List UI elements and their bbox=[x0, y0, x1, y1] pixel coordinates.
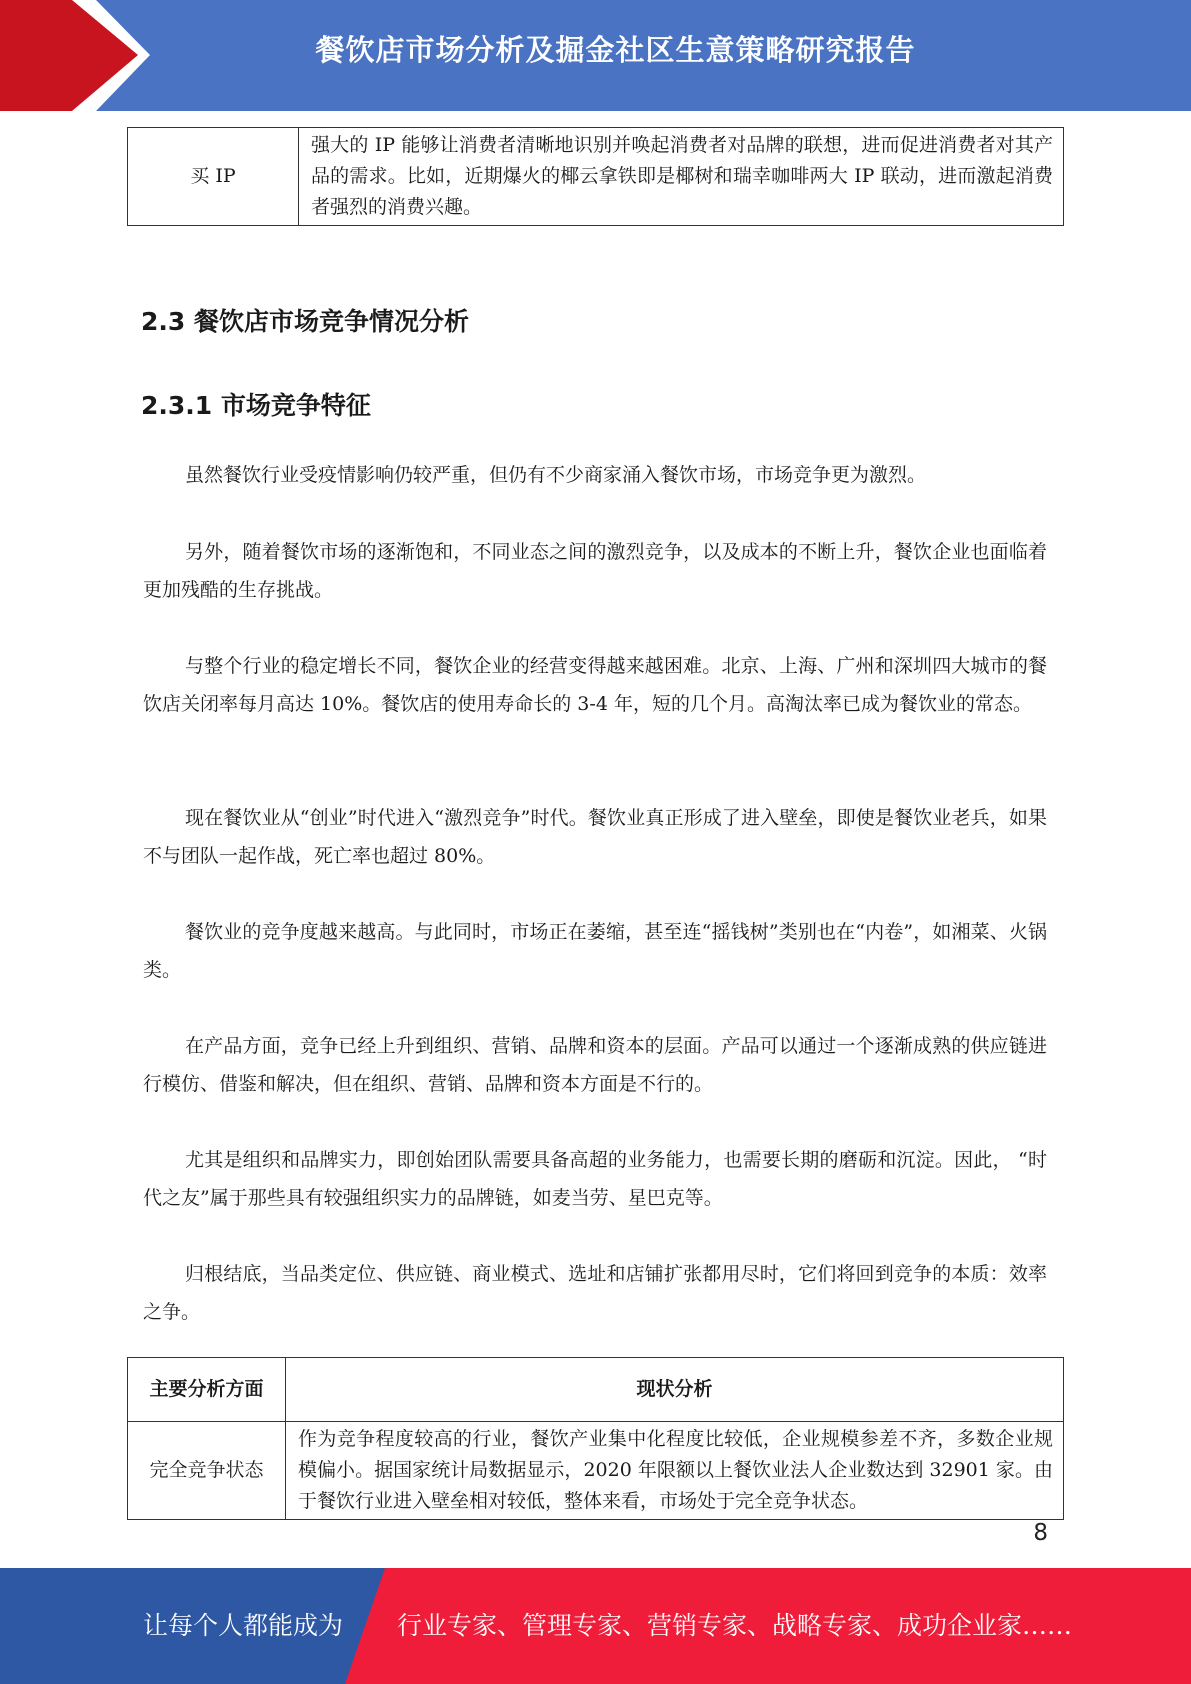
table-cell-label: 完全竞争状态 bbox=[128, 1422, 286, 1520]
paragraph-2: 另外，随着餐饮市场的逐渐饱和，不同业态之间的激烈竞争，以及成本的不断上升，餐饮企业也面临着更加残酷的生存挑战。 bbox=[143, 541, 1047, 601]
table-header-aspect: 主要分析方面 bbox=[128, 1358, 286, 1422]
page-number: 8 bbox=[1033, 1520, 1048, 1546]
table-row bbox=[128, 128, 1064, 226]
page-header bbox=[0, 0, 1191, 111]
paragraph-1: 虽然餐饮行业受疫情影响仍较严重，但仍有不少商家涌入餐饮市场，市场竞争更为激烈。 bbox=[185, 464, 927, 486]
analysis-table bbox=[127, 1357, 1064, 1520]
paragraph-6: 在产品方面，竞争已经上升到组织、营销、品牌和资本的层面。产品可以通过一个逐渐成熟的供应链进行模仿、借鉴和解决，但在组织、营销、品牌和资本方面是不行的。 bbox=[143, 1035, 1047, 1095]
table-header-analysis: 现状分析 bbox=[286, 1358, 1064, 1422]
page-footer bbox=[0, 1568, 1191, 1684]
paragraph-4: 现在餐饮业从“创业”时代进入“激烈竞争”时代。餐饮业真正形成了进入壁垒，即使是餐饮业老兵，如果不与团队一起作战，死亡率也超过 80%。 bbox=[143, 807, 1047, 867]
table-cell-label: 买 IP bbox=[128, 128, 299, 226]
paragraph-5: 餐饮业的竞争度越来越高。与此同时，市场正在萎缩，甚至连“摇钱树”类别也在“内卷”，如湘菜、火锅类。 bbox=[143, 921, 1047, 981]
paragraph-7: 尤其是组织和品牌实力，即创始团队需要具备高超的业务能力，也需要长期的磨砺和沉淀。因此， “时代之友”属于那些具有较强组织实力的品牌链，如麦当劳、星巴克等。 bbox=[143, 1149, 1047, 1209]
paragraph-8: 归根结底，当品类定位、供应链、商业模式、选址和店铺扩张都用尽时，它们将回到竞争的本质：效率之争。 bbox=[143, 1263, 1047, 1323]
section-heading: 2.3 餐饮店市场竞争情况分析 bbox=[141, 307, 469, 336]
ip-table bbox=[127, 127, 1064, 226]
report-title: 餐饮店市场分析及掘金社区生意策略研究报告 bbox=[315, 33, 916, 67]
subsection-heading: 2.3.1 市场竞争特征 bbox=[141, 391, 371, 420]
table-cell-text: 强大的 IP 能够让消费者清晰地识别并唤起消费者对品牌的联想，进而促进消费者对其产品的需求。比如，近期爆火的椰云拿铁即是椰树和瑞幸咖啡两大 IP 联动，进而激起消费者强烈的消费兴趣。 bbox=[299, 128, 1064, 226]
table-header-row bbox=[128, 1358, 1064, 1422]
footer-slogan-right: 行业专家、管理专家、营销专家、战略专家、成功企业家…… bbox=[397, 1611, 1073, 1640]
footer-slogan-left: 让每个人都能成为 bbox=[143, 1611, 344, 1640]
table-row bbox=[128, 1422, 1064, 1520]
table-cell-text: 作为竞争程度较高的行业，餐饮产业集中化程度比较低，企业规模参差不齐，多数企业规模偏小。据国家统计局数据显示，2020 年限额以上餐饮业法人企业数达到 32901 家。由于餐饮行业进入壁垒相对较低，整体来看，市场处于完全竞争状态。 bbox=[286, 1422, 1064, 1520]
paragraph-3: 与整个行业的稳定增长不同，餐饮企业的经营变得越来越困难。北京、上海、广州和深圳四大城市的餐饮店关闭率每月高达 10%。餐饮店的使用寿命长的 3-4 年，短的几个月。高淘汰率已成为餐饮业的常态。 bbox=[143, 655, 1047, 715]
